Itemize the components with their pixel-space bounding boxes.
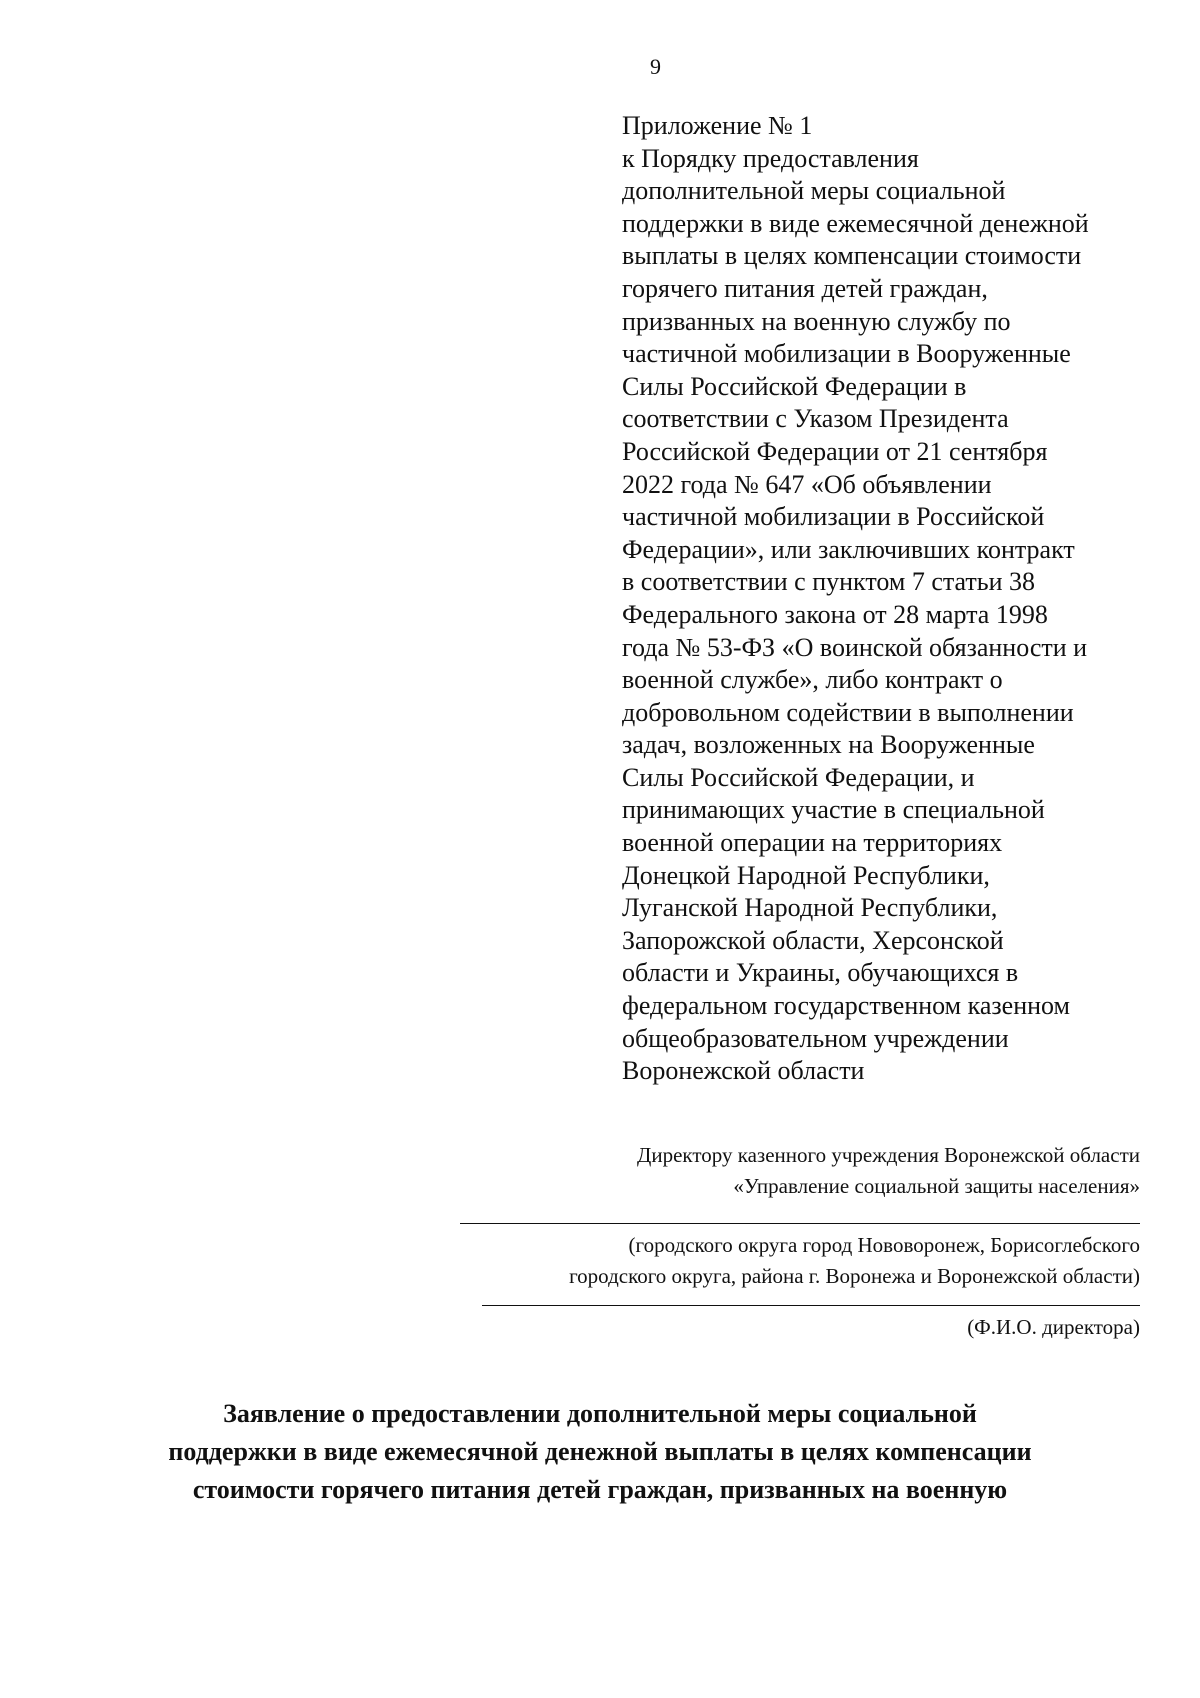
appendix-line: военной службе», либо контракт о xyxy=(622,665,1003,695)
appendix-line: Федерального закона от 28 марта 1998 xyxy=(622,599,1048,629)
district-caption xyxy=(420,1230,1140,1292)
director-name-caption-line: (Ф.И.О. директора) xyxy=(967,1315,1140,1339)
appendix-line: в соответствии с пунктом 7 статьи 38 xyxy=(622,567,1036,597)
appendix-line: Запорожской области, Херсонской xyxy=(622,925,1004,955)
appendix-line: 2022 года № 647 «Об объявлении xyxy=(622,469,992,499)
appendix-line: Воронежской области xyxy=(622,1056,865,1086)
appendix-line: Приложение № 1 xyxy=(622,111,813,140)
addressee-line: Директору казенного учреждения Воронежской области xyxy=(637,1143,1140,1167)
statement-title-line: Заявление о предоставлении дополнительной меры социальной xyxy=(223,1399,977,1428)
appendix-line: Луганской Народной Республики, xyxy=(622,893,998,923)
statement-title xyxy=(60,1395,1140,1509)
appendix-line: года № 53-ФЗ «О воинской обязанности и xyxy=(622,632,1088,662)
appendix-line: дополнительной меры социальной xyxy=(622,176,1006,206)
appendix-header xyxy=(622,110,1162,1088)
appendix-line: добровольном содействии в выполнении xyxy=(622,697,1074,727)
blank-line-rule xyxy=(460,1223,1140,1224)
appendix-line: частичной мобилизации в Российской xyxy=(622,502,1045,532)
page-number: 9 xyxy=(650,54,661,79)
appendix-line: частичной мобилизации в Вооруженные xyxy=(622,339,1071,369)
addressee-block xyxy=(440,1140,1140,1202)
appendix-line: соответствии с Указом Президента xyxy=(622,404,1009,434)
appendix-line: поддержки в виде ежемесячной денежной xyxy=(622,208,1089,238)
appendix-line: призванных на военную службу по xyxy=(622,306,1011,336)
appendix-line: Донецкой Народной Республики, xyxy=(622,860,990,890)
addressee-line: «Управление социальной защиты населения» xyxy=(733,1174,1140,1198)
appendix-line: горячего питания детей граждан, xyxy=(622,273,988,303)
appendix-line: принимающих участие в специальной xyxy=(622,795,1045,825)
appendix-line: Силы Российской Федерации, и xyxy=(622,762,975,792)
appendix-line: федеральном государственном казенном xyxy=(622,991,1071,1021)
appendix-line: общеобразовательном учреждении xyxy=(622,1023,1009,1053)
director-name-caption xyxy=(420,1312,1140,1343)
statement-title-line: поддержки в виде ежемесячной денежной выплаты в целях компенсации xyxy=(168,1437,1032,1466)
appendix-line: военной операции на территориях xyxy=(622,828,1003,858)
district-caption-line: городского округа, района г. Воронежа и Воронежской области) xyxy=(569,1264,1140,1288)
appendix-line: Силы Российской Федерации в xyxy=(622,371,967,401)
appendix-line: Российской Федерации от 21 сентября xyxy=(622,436,1048,466)
appendix-line: Федерации», или заключивших контракт xyxy=(622,534,1075,564)
district-caption-line: (городского округа город Нововоронеж, Борисоглебского xyxy=(628,1233,1140,1257)
statement-title-line: стоимости горячего питания детей граждан, призванных на военную xyxy=(192,1475,1008,1504)
appendix-line: выплаты в целях компенсации стоимости xyxy=(622,241,1082,271)
appendix-line: задач, возложенных на Вооруженные xyxy=(622,730,1035,760)
appendix-line: к Порядку предоставления xyxy=(622,143,919,173)
blank-line-rule xyxy=(482,1305,1140,1306)
appendix-line: области и Украины, обучающихся в xyxy=(622,958,1019,988)
